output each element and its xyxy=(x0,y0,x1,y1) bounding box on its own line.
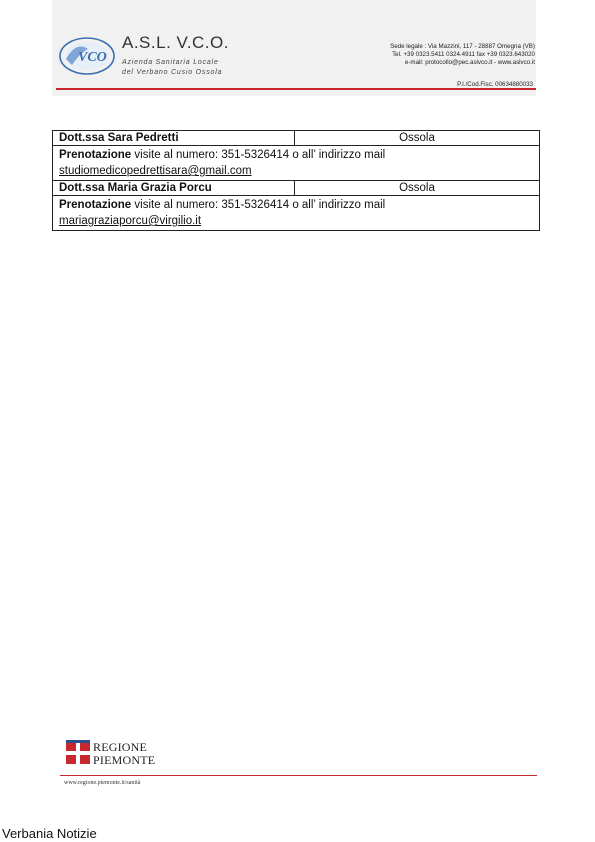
footer-url: www.regione.piemonte.it/sanità xyxy=(64,780,141,786)
booking-info xyxy=(53,146,540,181)
table-row xyxy=(53,196,540,231)
regione-piemonte-crest-icon xyxy=(66,740,90,766)
region-name-line-1: REGIONE xyxy=(93,740,148,754)
organization-subtitle-2: del Verbano Cusio Ossola xyxy=(122,69,223,76)
booking-text: visite al numero: 351-5326414 o all’ indirizzo mail xyxy=(131,149,386,161)
region-name-line-2: PIEMONTE xyxy=(93,753,156,767)
asl-vco-logo-icon xyxy=(58,35,116,77)
email-link[interactable]: studiomedicopedrettisara@gmail.com xyxy=(59,165,252,177)
header-divider xyxy=(56,88,536,90)
contact-email: e-mail: protocollo@pec.aslvco.it - www.aslvco.it xyxy=(404,59,535,66)
doctor-name: Dott.ssa Sara Pedretti xyxy=(53,131,295,146)
email-link[interactable]: mariagraziaporcu@virgilio.it xyxy=(59,215,202,227)
booking-text: visite al numero: 351-5326414 o all’ indirizzo mail xyxy=(131,199,386,211)
table-row xyxy=(53,146,540,181)
table-row xyxy=(53,181,540,196)
organization-subtitle-1: Azienda Sanitaria Locale xyxy=(122,59,219,66)
doctor-name: Dott.ssa Maria Grazia Porcu xyxy=(53,181,295,196)
organization-name: A.S.L. V.C.O. xyxy=(122,33,229,52)
booking-label: Prenotazione xyxy=(59,149,132,161)
doctor-area: Ossola xyxy=(295,131,540,146)
doctor-area: Ossola xyxy=(295,181,540,196)
doctors-table xyxy=(52,130,540,231)
contact-phone: Tel. +39 0323.5411 0324.4911 fax +39 0323.643020 xyxy=(392,51,535,58)
booking-label: Prenotazione xyxy=(59,199,132,211)
footer-divider xyxy=(60,775,537,776)
booking-info xyxy=(53,196,540,231)
watermark-text: Verbania Notizie xyxy=(2,826,97,841)
vat-number: P.I./Cod.Fisc. 00634880033 xyxy=(457,81,533,88)
contact-address: Sede legale : Via Mazzini, 117 - 28887 Omegna (VB) xyxy=(390,43,535,50)
table-row xyxy=(53,131,540,146)
logo-letters: VCO xyxy=(78,50,107,65)
